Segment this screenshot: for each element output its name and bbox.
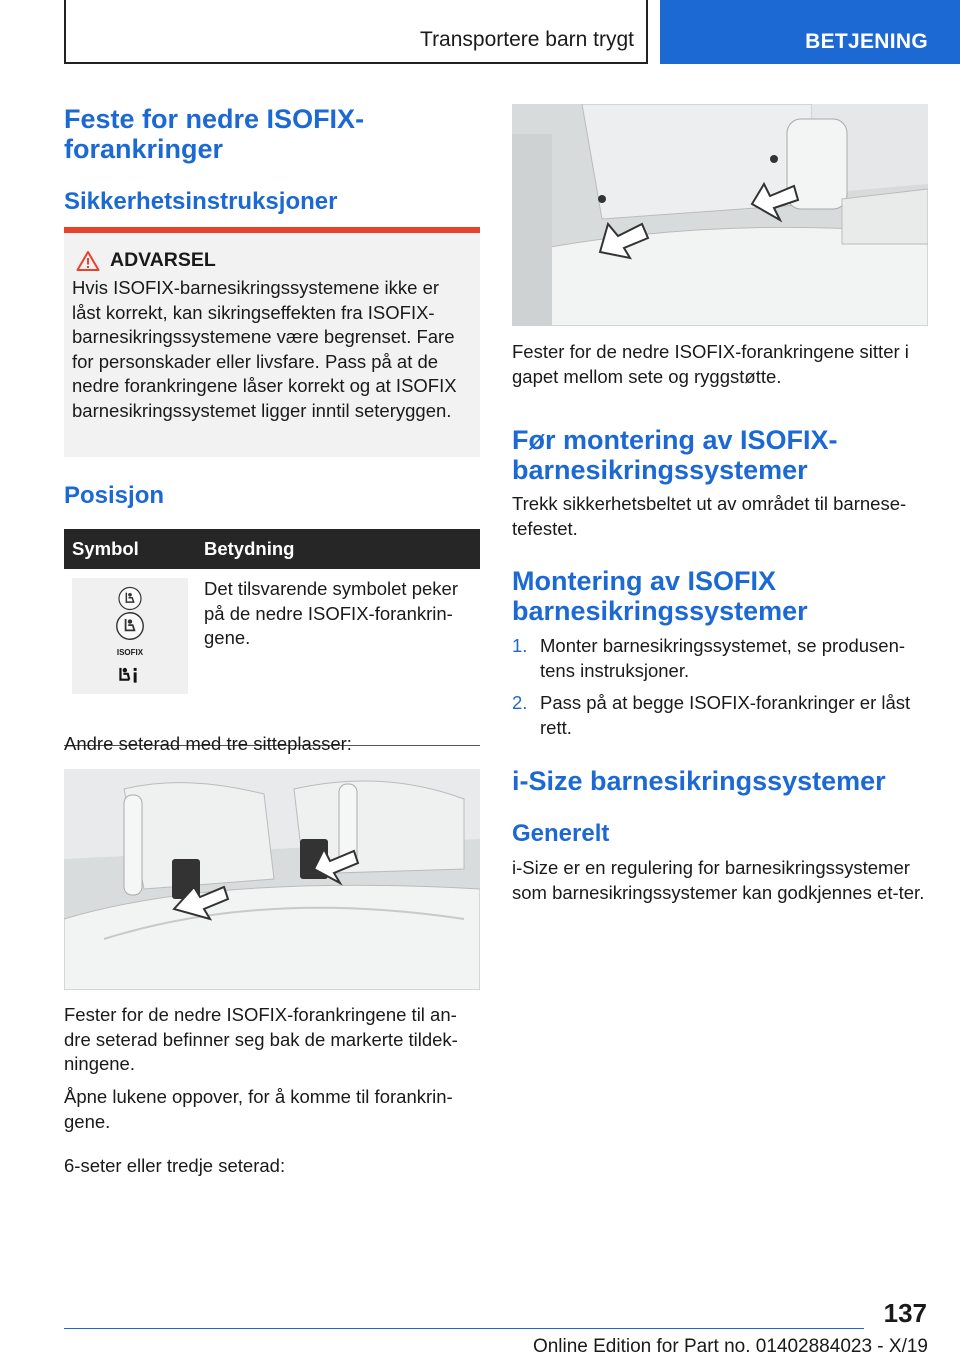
warning-triangle-icon bbox=[76, 250, 100, 272]
third-row-seat-image bbox=[512, 104, 928, 326]
header-title: Transportere barn trygt bbox=[420, 28, 634, 51]
footer-divider bbox=[64, 1328, 864, 1329]
second-row-seat-image bbox=[64, 769, 480, 990]
table-header-meaning: Betydning bbox=[196, 529, 480, 569]
step-number: 2. bbox=[512, 692, 528, 713]
before-mounting-text: Trekk sikkerhetsbeltet ut av området til barnese-tefestet. bbox=[512, 493, 907, 539]
general-heading: Generelt bbox=[512, 820, 610, 847]
step-text: Monter barnesikringssystemet, se produsen-tens instruksjoner. bbox=[540, 635, 906, 681]
isofix-symbols bbox=[72, 578, 188, 694]
step-number: 1. bbox=[512, 635, 528, 656]
child-seat-icon bbox=[113, 586, 147, 611]
third-row-seat-illustration bbox=[512, 104, 928, 326]
warning-header bbox=[76, 249, 472, 272]
before-mounting-heading-line2: barnesikringssystemer bbox=[512, 455, 808, 485]
header-title-box bbox=[64, 0, 648, 64]
mounting-heading-line1: Montering av ISOFIX bbox=[512, 566, 777, 596]
isofix-label: ISOFIX bbox=[116, 647, 144, 657]
list-item bbox=[512, 691, 928, 740]
table-row bbox=[64, 569, 480, 746]
before-mounting-heading-line1: Før montering av ISOFIX- bbox=[512, 425, 838, 455]
step-text: Pass på at begge ISOFIX-forankringer er låst rett. bbox=[540, 692, 911, 738]
i-size-heading: i-Size barnesikringssystemer bbox=[512, 766, 886, 796]
warning-box bbox=[64, 227, 480, 457]
mounting-steps bbox=[512, 634, 928, 740]
footer-edition: Online Edition for Part no. 01402884023 - X/19 bbox=[532, 1336, 928, 1357]
main-heading bbox=[64, 104, 480, 164]
position-heading: Posisjon bbox=[64, 482, 165, 509]
caption-third-row: Fester for de nedre ISOFIX-forankringene sitter i gapet mellom sete og ryggstøtte. bbox=[512, 341, 909, 387]
second-row-text: Andre seterad med tre sitteplasser: bbox=[64, 733, 352, 754]
second-row-seat-illustration bbox=[64, 769, 480, 990]
before-mounting-heading bbox=[512, 425, 928, 485]
mounting-heading bbox=[512, 566, 928, 626]
caption-second-row: Fester for de nedre ISOFIX-forankringene til an-dre seterad befinner seg bak de markerte tildek-ningene. bbox=[64, 1004, 458, 1074]
main-heading-line2: forankringer bbox=[64, 134, 224, 164]
warning-title: ADVARSEL bbox=[110, 249, 216, 271]
isofix-child-seat-icon bbox=[115, 611, 145, 641]
symbol-table bbox=[64, 529, 480, 746]
safety-heading: Sikkerhetsinstruksjoner bbox=[64, 188, 338, 215]
open-covers-text: Åpne lukene oppover, for å komme til forankrin-gene. bbox=[64, 1086, 453, 1132]
list-item bbox=[512, 634, 928, 683]
warning-text: Hvis ISOFIX-barnesikringssystemene ikke er låst korrekt, kan sikringseffekten fra ISOFIX-barnesikringssystemene være begrenset. Fare for personskader eller livsfare. Pass på at de nedre forankringene låser korrekt og at ISOFIX barnesikringssystemet ligger inntil seteryggen. bbox=[72, 277, 457, 421]
i-size-seat-icon bbox=[113, 665, 147, 686]
third-row-text: 6-seter eller tredje seterad: bbox=[64, 1155, 286, 1176]
table-cell-symbol bbox=[64, 569, 196, 746]
page-number: 137 bbox=[883, 1298, 927, 1328]
table-header-symbol: Symbol bbox=[64, 529, 196, 569]
mounting-heading-line2: barnesikringssystemer bbox=[512, 596, 808, 626]
header-section: BETJENING bbox=[805, 30, 928, 53]
table-cell-meaning: Det tilsvarende symbolet peker på de nedre ISOFIX-forankrin-gene. bbox=[196, 569, 480, 746]
general-text: i-Size er en regulering for barnesikringssystemer som barnesikringssystemer kan godkjennes et-ter. bbox=[512, 857, 925, 903]
main-heading-line1: Feste for nedre ISOFIX- bbox=[64, 104, 365, 134]
header-section-tab bbox=[660, 0, 960, 64]
